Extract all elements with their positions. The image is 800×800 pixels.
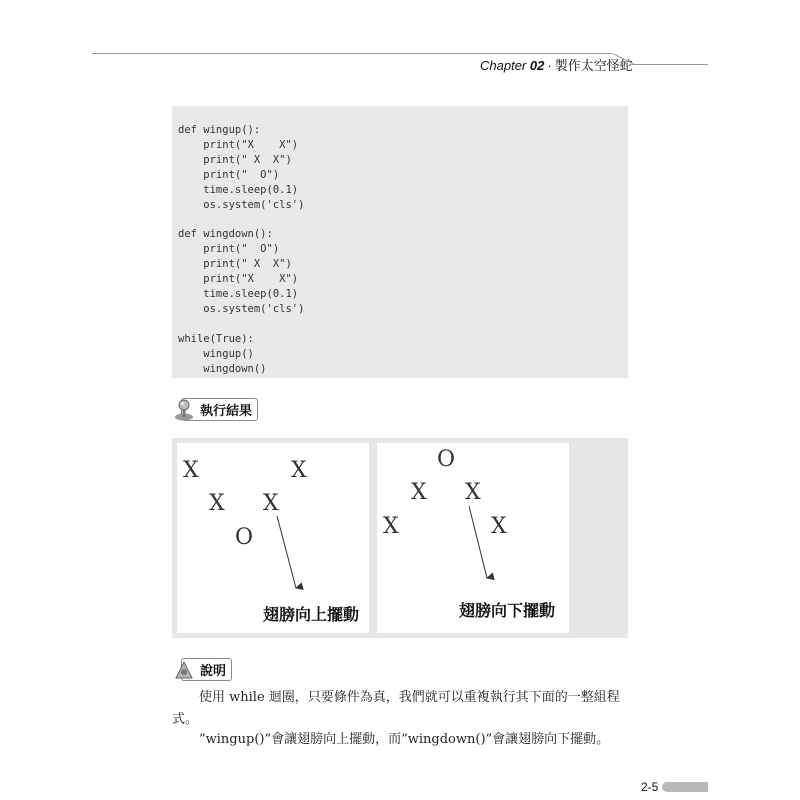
pointer-icon [173, 659, 195, 681]
glyph-x: X [209, 491, 225, 516]
joystick-icon [173, 399, 195, 421]
glyph-x: X [291, 458, 307, 483]
arrow [469, 506, 487, 578]
wing-down-frame [377, 443, 569, 633]
glyph-x: X [411, 480, 427, 505]
glyph-x: X [465, 480, 481, 505]
result-badge [173, 398, 258, 421]
result-panel [172, 438, 628, 638]
wing-up-caption: 翅膀向上擺動 [263, 605, 360, 624]
code-listing: def wingup(): print("X X") print(" X X") print(" O") time.sleep(0.1) os.system('cls') def wingdown(): print(" O") print(" X X") print("X X") time.sleep(0.1) os.system('cls') while(True): wingup() wingdown() [178, 124, 305, 375]
chapter-title: 製作太空怪蛇 [554, 58, 633, 73]
chapter-number: 02 [529, 58, 545, 73]
chapter-prefix: Chapter [480, 58, 527, 73]
header-rule-tail [632, 64, 708, 65]
glyph-x: X [263, 491, 279, 516]
note-badge-label: 說明 [181, 658, 232, 681]
glyph-x: X [183, 458, 199, 483]
glyph-o: O [437, 447, 456, 472]
note-badge [173, 658, 232, 681]
glyph-x: X [491, 514, 507, 539]
arrow [277, 516, 296, 588]
wing-up-frame [177, 443, 369, 633]
result-badge-label: 執行結果 [181, 398, 258, 421]
explanation-line-1-cont: 式。 [172, 712, 199, 727]
header-rule [92, 53, 612, 54]
page-number-tab [662, 782, 708, 792]
glyph-o: O [235, 525, 254, 550]
chapter-header [480, 55, 633, 74]
glyph-x: X [383, 514, 399, 539]
explanation-line-1: 使用 while 迴圈，只要條件為真，我們就可以重複執行其下面的一整組程 [199, 690, 620, 705]
chapter-separator: · [547, 58, 552, 73]
explanation-line-2: ”wingup()”會讓翅膀向上擺動，而”wingdown()”會讓翅膀向下擺動。 [199, 732, 610, 747]
code-block [172, 106, 628, 378]
wing-down-caption: 翅膀向下擺動 [459, 601, 556, 620]
page-number: 2-5 [641, 780, 659, 794]
